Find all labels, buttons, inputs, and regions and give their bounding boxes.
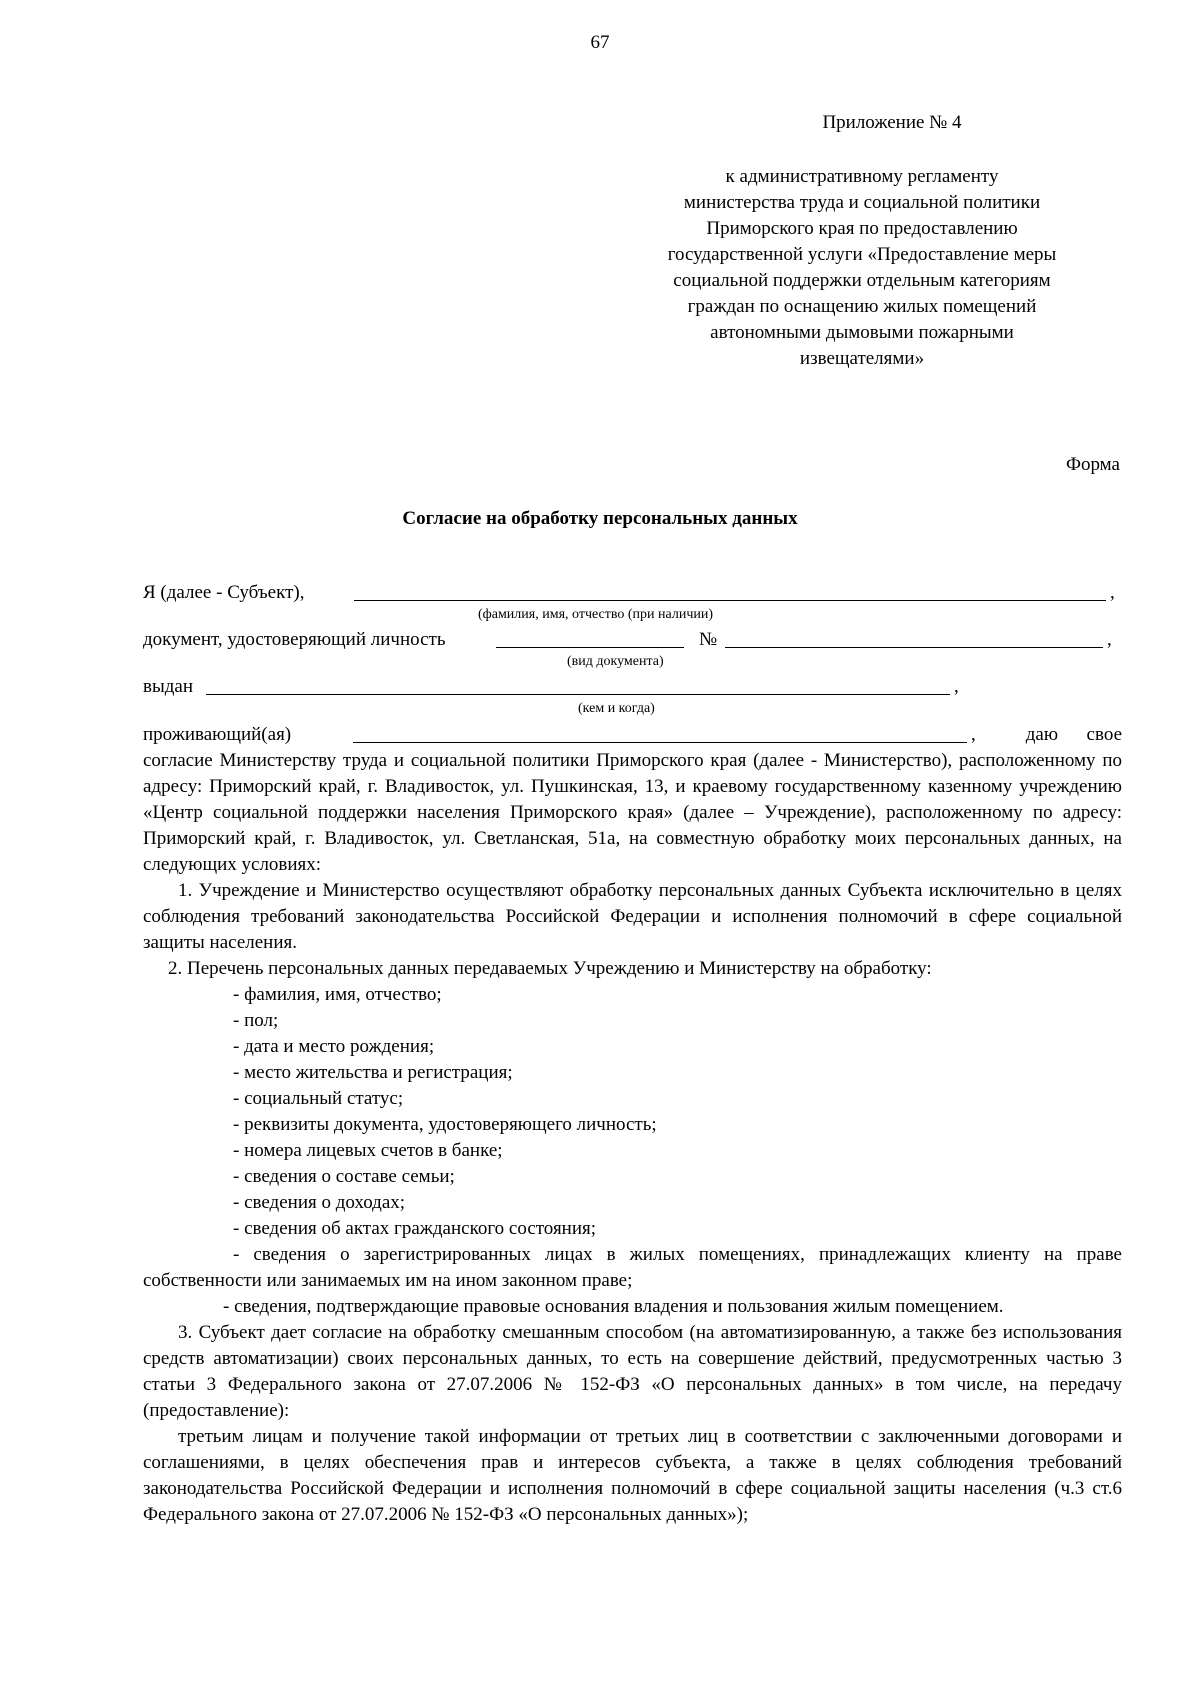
form-label: Форма <box>1065 454 1120 475</box>
residing-comma: , <box>971 724 976 745</box>
subject-label: Я (далее - Субъект), <box>143 582 305 603</box>
residing-label: проживающий(ая) <box>143 724 292 745</box>
item-3: 3. Субъект дает согласие на обработку смешанным способом (на автоматизированную, а также без использования средств автоматизации) своих персональных данных, то есть на совершение действий, предусмотренных частью 3 статьи 3 Федерального закона от 27.07.2006 № 152-ФЗ «О персональных данных» в том числе, на передачу (предоставление): <box>143 1322 1122 1421</box>
personal-data-list <box>143 982 1122 1242</box>
list-item: - номера лицевых счетов в банке; <box>233 1140 503 1161</box>
appendix-number: Приложение № 4 <box>822 112 962 133</box>
list-item: - социальный статус; <box>233 1088 404 1109</box>
appendix-line: извещателями» <box>799 348 925 369</box>
subject-row <box>143 580 1122 606</box>
appendix-line: министерства труда и социальной политики <box>683 192 1041 213</box>
document-comma: , <box>1107 629 1112 650</box>
issued-hint: (кем и когда) <box>578 701 655 716</box>
list-item: - реквизиты документа, удостоверяющего личность; <box>233 1114 657 1135</box>
consent-paragraph: согласие Министерству труда и социальной политики Приморского края (далее - Министерство), расположенному по адресу: Приморский край, г. Владивосток, ул. Пушкинская, 13, и краевому государственному казенному учреждению «Центр социальной поддержки населения Приморского края» (далее – Учреждение), расположенному по адресу: Приморский край, г. Владивосток, ул. Светланская, 51а, на совместную обработку моих персональных данных, на следующих условиях: <box>143 750 1122 875</box>
list-item: - пол; <box>233 1010 279 1031</box>
subject-name-field[interactable] <box>354 580 1106 601</box>
item-2: 2. Перечень персональных данных передаваемых Учреждению и Министерству на обработку: <box>168 958 932 979</box>
residing-tail: даю свое <box>1025 724 1122 745</box>
appendix-header <box>602 110 1122 372</box>
issued-by-field[interactable] <box>206 674 950 695</box>
list-item: - место жительства и регистрация; <box>233 1062 513 1083</box>
residing-row <box>143 722 1122 748</box>
subject-comma: , <box>1110 582 1115 603</box>
document-type-field[interactable] <box>496 627 684 648</box>
list-item-wrapped: - сведения, подтверждающие правовые основания владения и пользования жилым помещением. <box>223 1296 1004 1317</box>
list-item: - сведения о доходах; <box>233 1192 406 1213</box>
list-item: - сведения об актах гражданского состояния; <box>233 1218 597 1239</box>
item-3-continuation: третьим лицам и получение такой информации от третьих лиц в соответствии с заключенными договорами и соглашениями, в целях обеспечения прав и интересов субъекта, а также в целях соблюдения требований законодательства Российской Федерации и исполнения полномочий в сфере социальной защиты населения (ч.3 ст.6 Федерального закона от 27.07.2006 № 152-ФЗ «О персональных данных»); <box>143 1426 1122 1525</box>
subject-hint: (фамилия, имя, отчество (при наличии) <box>478 607 714 622</box>
list-item-wrapped: - сведения о зарегистрированных лицах в жилых помещениях, принадлежащих клиенту на праве собственности или занимаемых им на ином законном праве; <box>143 1244 1122 1291</box>
appendix-line: автономными дымовыми пожарными <box>710 322 1014 343</box>
appendix-line: к административному регламенту <box>725 166 999 187</box>
appendix-line: государственной услуги «Предоставление меры <box>667 244 1057 265</box>
issued-comma: , <box>954 676 959 697</box>
issued-label: выдан <box>143 676 194 697</box>
appendix-line: граждан по оснащению жилых помещений <box>687 296 1037 317</box>
document-hint: (вид документа) <box>567 654 664 669</box>
document-title: Согласие на обработку персональных данных <box>402 508 798 529</box>
list-item: - сведения о составе семьи; <box>233 1166 455 1187</box>
list-item: - фамилия, имя, отчество; <box>233 984 442 1005</box>
document-body <box>143 748 1122 1528</box>
residing-address-field[interactable] <box>353 722 967 743</box>
document-row <box>143 627 1122 653</box>
document-number-field[interactable] <box>725 627 1103 648</box>
document-label: документ, удостоверяющий личность <box>143 629 446 650</box>
item-1: 1. Учреждение и Министерство осуществляют обработку персональных данных Субъекта исключительно в целях соблюдения требований законодательства Российской Федерации и исполнения полномочий в сфере социальной защиты населения. <box>143 880 1122 953</box>
list-item: - дата и место рождения; <box>233 1036 435 1057</box>
issued-row <box>143 674 1122 700</box>
document-number-sign: № <box>699 629 718 650</box>
appendix-line: Приморского края по предоставлению <box>706 218 1018 239</box>
appendix-line: социальной поддержки отдельным категориям <box>673 270 1051 291</box>
page-number: 67 <box>590 32 610 53</box>
